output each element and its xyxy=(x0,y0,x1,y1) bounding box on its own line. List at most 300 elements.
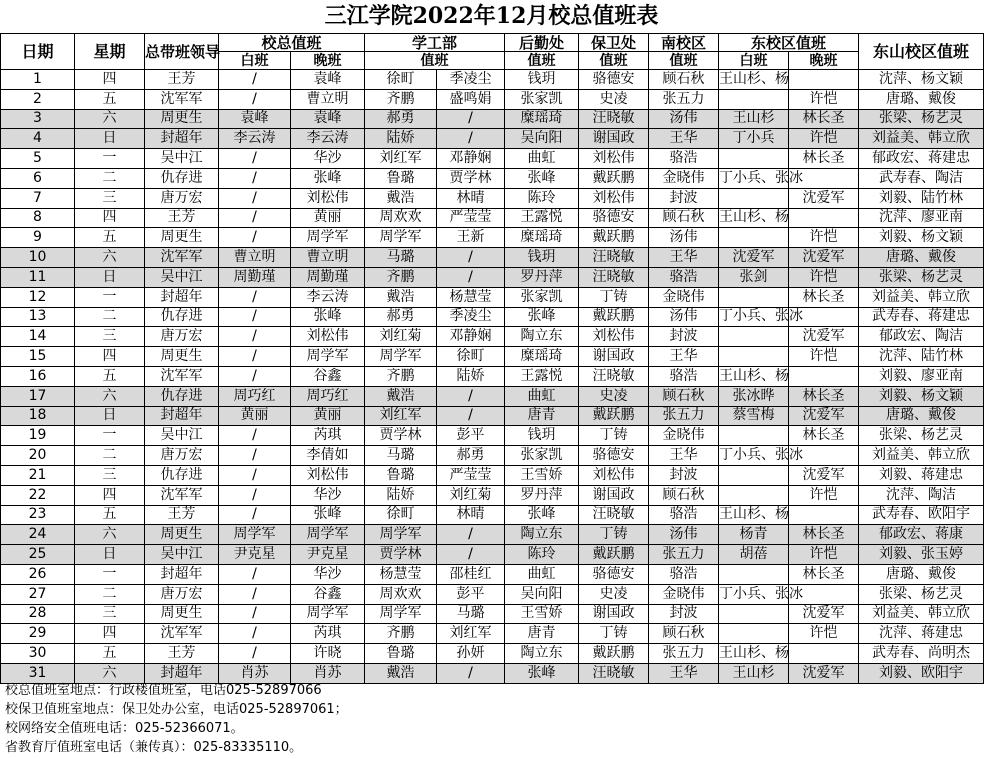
header-security: 保卫处 xyxy=(579,34,649,52)
header-dongshan-campus: 东山校区值班 xyxy=(859,34,984,70)
east-night-cell: 沈爱军 xyxy=(789,465,859,485)
security-cell: 戴跃鹏 xyxy=(579,644,649,664)
student-affairs-cell-2: 盛鸣娟 xyxy=(437,89,505,109)
dongshan-cell: 刘毅、陆竹林 xyxy=(859,188,984,208)
day-shift-cell: / xyxy=(219,208,291,228)
student-affairs-cell: 刘红菊 xyxy=(365,327,437,347)
east-day-cell: 胡蓓 xyxy=(719,545,789,565)
student-affairs-cell: 戴浩 xyxy=(365,287,437,307)
leader-cell: 周更生 xyxy=(145,228,219,248)
south-campus-cell: 王华 xyxy=(649,347,719,367)
east-night-cell xyxy=(789,505,859,525)
student-affairs-cell-2: / xyxy=(437,267,505,287)
east-day-cell: 王山杉、杨 xyxy=(719,505,789,525)
student-affairs-cell: 周欢欢 xyxy=(365,584,437,604)
south-campus-cell: 王华 xyxy=(649,663,719,683)
night-shift-cell: 袁峰 xyxy=(291,70,365,90)
student-affairs-cell: 鲁璐 xyxy=(365,644,437,664)
student-affairs-cell: 周学军 xyxy=(365,228,437,248)
dongshan-cell: 唐璐、戴俊 xyxy=(859,564,984,584)
table-row xyxy=(1,584,984,604)
day-shift-cell: / xyxy=(219,70,291,90)
date-cell: 12 xyxy=(1,287,75,307)
security-cell: 刘松伟 xyxy=(579,149,649,169)
table-row xyxy=(1,525,984,545)
header-logistics: 后勤处 xyxy=(505,34,579,52)
dongshan-cell: 唐璐、戴俊 xyxy=(859,406,984,426)
student-affairs-cell-2: 马璐 xyxy=(437,604,505,624)
logistics-cell: 罗丹萍 xyxy=(505,485,579,505)
security-cell: 史凌 xyxy=(579,89,649,109)
east-day-cell xyxy=(719,485,789,505)
security-cell: 汪晓敏 xyxy=(579,366,649,386)
day-shift-cell: / xyxy=(219,188,291,208)
security-cell: 丁铸 xyxy=(579,287,649,307)
night-shift-cell: 芮琪 xyxy=(291,426,365,446)
east-day-cell: 丁小兵 xyxy=(719,129,789,149)
security-cell: 谢国政 xyxy=(579,347,649,367)
logistics-cell: 曲虹 xyxy=(505,149,579,169)
weekday-cell: 一 xyxy=(75,426,145,446)
south-campus-cell: 王华 xyxy=(649,248,719,268)
table-row xyxy=(1,347,984,367)
day-shift-cell: 周勤瑾 xyxy=(219,267,291,287)
date-cell: 5 xyxy=(1,149,75,169)
date-cell: 18 xyxy=(1,406,75,426)
security-cell: 戴跃鹏 xyxy=(579,307,649,327)
east-night-cell: 沈爱军 xyxy=(789,327,859,347)
dongshan-cell: 刘毅、廖亚南 xyxy=(859,366,984,386)
logistics-cell: 糜瑶琦 xyxy=(505,347,579,367)
leader-cell: 吴中江 xyxy=(145,426,219,446)
night-shift-cell: 华沙 xyxy=(291,485,365,505)
student-affairs-cell-2: 陆娇 xyxy=(437,366,505,386)
day-shift-cell: / xyxy=(219,426,291,446)
weekday-cell: 一 xyxy=(75,287,145,307)
leader-cell: 王芳 xyxy=(145,70,219,90)
south-campus-cell: 汤伟 xyxy=(649,307,719,327)
day-shift-cell: / xyxy=(219,287,291,307)
south-campus-cell: 封波 xyxy=(649,327,719,347)
weekday-cell: 六 xyxy=(75,663,145,683)
security-cell: 骆德安 xyxy=(579,208,649,228)
south-campus-cell: 顾石秋 xyxy=(649,485,719,505)
leader-cell: 沈军军 xyxy=(145,89,219,109)
weekday-cell: 二 xyxy=(75,584,145,604)
dongshan-cell: 张梁、杨艺灵 xyxy=(859,267,984,287)
east-day-cell: 蔡雪梅 xyxy=(719,406,789,426)
security-cell: 汪晓敏 xyxy=(579,267,649,287)
south-campus-cell: 顾石秋 xyxy=(649,386,719,406)
east-night-cell: 许恺 xyxy=(789,485,859,505)
south-campus-cell: 骆浩 xyxy=(649,505,719,525)
dongshan-cell: 张梁、杨艺灵 xyxy=(859,109,984,129)
east-night-cell: 沈爱军 xyxy=(789,663,859,683)
date-cell: 26 xyxy=(1,564,75,584)
south-campus-cell: 张五力 xyxy=(649,644,719,664)
table-row xyxy=(1,267,984,287)
security-cell: 史凌 xyxy=(579,584,649,604)
leader-cell: 唐万宏 xyxy=(145,327,219,347)
date-cell: 14 xyxy=(1,327,75,347)
date-cell: 10 xyxy=(1,248,75,268)
leader-cell: 周更生 xyxy=(145,604,219,624)
day-shift-cell: / xyxy=(219,228,291,248)
day-shift-cell: / xyxy=(219,584,291,604)
student-affairs-cell-2: 孙妍 xyxy=(437,644,505,664)
south-campus-cell: 封波 xyxy=(649,465,719,485)
south-campus-cell: 汤伟 xyxy=(649,525,719,545)
student-affairs-cell: 徐町 xyxy=(365,505,437,525)
east-night-cell: 许恺 xyxy=(789,267,859,287)
south-campus-cell: 张五力 xyxy=(649,89,719,109)
east-day-cell: 丁小兵、张冰 xyxy=(719,584,789,604)
night-shift-cell: 谷鑫 xyxy=(291,584,365,604)
east-night-cell: 沈爱军 xyxy=(789,604,859,624)
logistics-cell: 吴向阳 xyxy=(505,129,579,149)
student-affairs-cell-2: / xyxy=(437,525,505,545)
student-affairs-cell-2: 刘红军 xyxy=(437,624,505,644)
header-east-day: 白班 xyxy=(719,52,789,70)
student-affairs-cell-2: / xyxy=(437,406,505,426)
date-cell: 21 xyxy=(1,465,75,485)
weekday-cell: 四 xyxy=(75,347,145,367)
dongshan-cell: 唐璐、戴俊 xyxy=(859,248,984,268)
student-affairs-cell: 鲁璐 xyxy=(365,168,437,188)
dongshan-cell: 张梁、杨艺灵 xyxy=(859,584,984,604)
logistics-cell: 陶立东 xyxy=(505,525,579,545)
night-shift-cell: 肖苏 xyxy=(291,663,365,683)
east-day-cell xyxy=(719,347,789,367)
student-affairs-cell-2: 杨慧莹 xyxy=(437,287,505,307)
logistics-cell: 张峰 xyxy=(505,307,579,327)
table-row xyxy=(1,624,984,644)
day-shift-cell: 周巧红 xyxy=(219,386,291,406)
student-affairs-cell-2: 严莹莹 xyxy=(437,465,505,485)
weekday-cell: 二 xyxy=(75,307,145,327)
student-affairs-cell: 齐鹏 xyxy=(365,267,437,287)
logistics-cell: 陈玲 xyxy=(505,188,579,208)
security-cell: 刘松伟 xyxy=(579,465,649,485)
dongshan-cell: 刘益美、韩立欣 xyxy=(859,604,984,624)
security-cell: 谢国政 xyxy=(579,485,649,505)
day-shift-cell: 李云涛 xyxy=(219,129,291,149)
east-day-cell: 丁小兵、张冰 xyxy=(719,168,789,188)
logistics-cell: 张家凯 xyxy=(505,89,579,109)
student-affairs-cell-2: / xyxy=(437,109,505,129)
leader-cell: 唐万宏 xyxy=(145,584,219,604)
night-shift-cell: 张峰 xyxy=(291,307,365,327)
leader-cell: 封超年 xyxy=(145,564,219,584)
east-day-cell: 王山杉、杨 xyxy=(719,366,789,386)
east-night-cell: 沈爱军 xyxy=(789,248,859,268)
south-campus-cell: 骆浩 xyxy=(649,366,719,386)
dongshan-cell: 刘益美、韩立欣 xyxy=(859,129,984,149)
leader-cell: 唐万宏 xyxy=(145,446,219,466)
weekday-cell: 六 xyxy=(75,386,145,406)
leader-cell: 周更生 xyxy=(145,525,219,545)
dongshan-cell: 沈萍、蒋建忠 xyxy=(859,624,984,644)
logistics-cell: 王雪娇 xyxy=(505,604,579,624)
student-affairs-cell-2: 徐町 xyxy=(437,347,505,367)
dongshan-cell: 郁政宏、蒋康 xyxy=(859,525,984,545)
date-cell: 13 xyxy=(1,307,75,327)
south-campus-cell: 封波 xyxy=(649,188,719,208)
table-row xyxy=(1,465,984,485)
logistics-cell: 唐青 xyxy=(505,624,579,644)
student-affairs-cell-2: 刘红菊 xyxy=(437,485,505,505)
night-shift-cell: 刘松伟 xyxy=(291,188,365,208)
logistics-cell: 吴向阳 xyxy=(505,584,579,604)
logistics-cell: 陶立东 xyxy=(505,327,579,347)
day-shift-cell: / xyxy=(219,644,291,664)
east-day-cell xyxy=(719,465,789,485)
security-cell: 骆德安 xyxy=(579,564,649,584)
roster-body xyxy=(1,70,984,684)
south-campus-cell: 金晓伟 xyxy=(649,584,719,604)
student-affairs-cell-2: 彭平 xyxy=(437,584,505,604)
dongshan-cell: 刘毅、欧阳宇 xyxy=(859,663,984,683)
day-shift-cell: 袁峰 xyxy=(219,109,291,129)
day-shift-cell: 曹立明 xyxy=(219,248,291,268)
night-shift-cell: 周学军 xyxy=(291,228,365,248)
table-row xyxy=(1,505,984,525)
weekday-cell: 三 xyxy=(75,327,145,347)
day-shift-cell: / xyxy=(219,347,291,367)
header-row-1 xyxy=(1,34,984,52)
dongshan-cell: 武寿春、欧阳宇 xyxy=(859,505,984,525)
table-row xyxy=(1,188,984,208)
leader-cell: 沈军军 xyxy=(145,366,219,386)
student-affairs-cell-2: 贾学林 xyxy=(437,168,505,188)
night-shift-cell: 周巧红 xyxy=(291,386,365,406)
leader-cell: 吴中江 xyxy=(145,267,219,287)
logistics-cell: 糜瑶琦 xyxy=(505,228,579,248)
student-affairs-cell-2: 邓静娴 xyxy=(437,327,505,347)
day-shift-cell: / xyxy=(219,485,291,505)
student-affairs-cell: 贾学林 xyxy=(365,545,437,565)
leader-cell: 封超年 xyxy=(145,663,219,683)
logistics-cell: 陶立东 xyxy=(505,644,579,664)
logistics-cell: 张家凯 xyxy=(505,446,579,466)
logistics-cell: 曲虹 xyxy=(505,386,579,406)
logistics-cell: 张峰 xyxy=(505,663,579,683)
date-cell: 28 xyxy=(1,604,75,624)
night-shift-cell: 刘松伟 xyxy=(291,327,365,347)
dongshan-cell: 武寿春、尚明杰 xyxy=(859,644,984,664)
weekday-cell: 五 xyxy=(75,505,145,525)
student-affairs-cell: 齐鹏 xyxy=(365,89,437,109)
student-affairs-cell-2: 严莹莹 xyxy=(437,208,505,228)
night-shift-cell: 李云涛 xyxy=(291,129,365,149)
weekday-cell: 三 xyxy=(75,188,145,208)
east-night-cell xyxy=(789,208,859,228)
date-cell: 6 xyxy=(1,168,75,188)
table-row xyxy=(1,228,984,248)
east-night-cell: 林长圣 xyxy=(789,525,859,545)
leader-cell: 仇存进 xyxy=(145,307,219,327)
student-affairs-cell: 郝勇 xyxy=(365,109,437,129)
date-cell: 17 xyxy=(1,386,75,406)
weekday-cell: 六 xyxy=(75,109,145,129)
east-day-cell xyxy=(719,327,789,347)
student-affairs-cell-2: 郝勇 xyxy=(437,446,505,466)
dongshan-cell: 沈萍、廖亚南 xyxy=(859,208,984,228)
leader-cell: 吴中江 xyxy=(145,545,219,565)
south-campus-cell: 骆浩 xyxy=(649,564,719,584)
date-cell: 9 xyxy=(1,228,75,248)
east-night-cell: 许恺 xyxy=(789,129,859,149)
night-shift-cell: 周学军 xyxy=(291,525,365,545)
table-row xyxy=(1,248,984,268)
security-cell: 戴跃鹏 xyxy=(579,168,649,188)
student-affairs-cell-2: 邓静娴 xyxy=(437,149,505,169)
weekday-cell: 三 xyxy=(75,465,145,485)
logistics-cell: 王露悦 xyxy=(505,208,579,228)
weekday-cell: 四 xyxy=(75,208,145,228)
table-row xyxy=(1,604,984,624)
night-shift-cell: 华沙 xyxy=(291,149,365,169)
security-cell: 谢国政 xyxy=(579,604,649,624)
night-shift-cell: 张峰 xyxy=(291,168,365,188)
east-night-cell: 许恺 xyxy=(789,228,859,248)
leader-cell: 仇存进 xyxy=(145,465,219,485)
day-shift-cell: / xyxy=(219,446,291,466)
security-cell: 谢国政 xyxy=(579,129,649,149)
day-shift-cell: / xyxy=(219,327,291,347)
weekday-cell: 六 xyxy=(75,525,145,545)
dongshan-cell: 刘益美、韩立欣 xyxy=(859,446,984,466)
student-affairs-cell: 戴浩 xyxy=(365,386,437,406)
header-south-campus: 南校区 xyxy=(649,34,719,52)
table-row xyxy=(1,366,984,386)
student-affairs-cell: 齐鹏 xyxy=(365,366,437,386)
security-cell: 戴跃鹏 xyxy=(579,228,649,248)
header-student-affairs-sub: 值班 xyxy=(365,52,505,70)
dongshan-cell: 唐璐、戴俊 xyxy=(859,89,984,109)
east-night-cell xyxy=(789,644,859,664)
east-night-cell: 许恺 xyxy=(789,545,859,565)
east-night-cell: 林长圣 xyxy=(789,386,859,406)
student-affairs-cell-2: 林晴 xyxy=(437,188,505,208)
leader-cell: 仇存进 xyxy=(145,386,219,406)
dongshan-cell: 郁政宏、陶洁 xyxy=(859,327,984,347)
header-leader: 总带班领导 xyxy=(145,34,219,70)
day-shift-cell: / xyxy=(219,149,291,169)
leader-cell: 王芳 xyxy=(145,505,219,525)
night-shift-cell: 周勤瑾 xyxy=(291,267,365,287)
date-cell: 25 xyxy=(1,545,75,565)
east-day-cell xyxy=(719,604,789,624)
footer-office-location: 校总值班室地点：行政楼值班室，电话025-52897066 xyxy=(5,683,322,698)
date-cell: 4 xyxy=(1,129,75,149)
south-campus-cell: 汤伟 xyxy=(649,109,719,129)
day-shift-cell: 尹克星 xyxy=(219,545,291,565)
day-shift-cell: / xyxy=(219,465,291,485)
date-cell: 23 xyxy=(1,505,75,525)
date-cell: 2 xyxy=(1,89,75,109)
east-night-cell: 许恺 xyxy=(789,624,859,644)
east-night-cell: 林长圣 xyxy=(789,287,859,307)
student-affairs-cell: 刘红军 xyxy=(365,406,437,426)
date-cell: 27 xyxy=(1,584,75,604)
logistics-cell: 张峰 xyxy=(505,168,579,188)
night-shift-cell: 刘松伟 xyxy=(291,465,365,485)
table-row xyxy=(1,287,984,307)
weekday-cell: 日 xyxy=(75,129,145,149)
security-cell: 丁铸 xyxy=(579,624,649,644)
student-affairs-cell-2: / xyxy=(437,129,505,149)
table-row xyxy=(1,168,984,188)
security-cell: 骆德安 xyxy=(579,446,649,466)
student-affairs-cell-2: / xyxy=(437,663,505,683)
student-affairs-cell: 周欢欢 xyxy=(365,208,437,228)
south-campus-cell: 顾石秋 xyxy=(649,624,719,644)
south-campus-cell: 顾石秋 xyxy=(649,208,719,228)
leader-cell: 王芳 xyxy=(145,208,219,228)
header-date: 日期 xyxy=(1,34,75,70)
logistics-cell: 钱玥 xyxy=(505,248,579,268)
east-night-cell: 沈爱军 xyxy=(789,188,859,208)
logistics-cell: 曲虹 xyxy=(505,564,579,584)
page-title: 三江学院2022年12月校总值班表 xyxy=(324,3,659,29)
security-cell: 丁铸 xyxy=(579,525,649,545)
duty-roster-table xyxy=(0,33,984,684)
student-affairs-cell: 贾学林 xyxy=(365,426,437,446)
header-security-sub: 值班 xyxy=(579,52,649,70)
east-day-cell: 王山杉、杨 xyxy=(719,70,789,90)
day-shift-cell: / xyxy=(219,564,291,584)
dongshan-cell: 沈萍、陶洁 xyxy=(859,485,984,505)
night-shift-cell: 袁峰 xyxy=(291,109,365,129)
table-row xyxy=(1,327,984,347)
header-student-affairs: 学工部 xyxy=(365,34,505,52)
table-row xyxy=(1,644,984,664)
east-day-cell: 张剑 xyxy=(719,267,789,287)
south-campus-cell: 骆浩 xyxy=(649,267,719,287)
security-cell: 汪晓敏 xyxy=(579,248,649,268)
date-cell: 30 xyxy=(1,644,75,664)
leader-cell: 封超年 xyxy=(145,287,219,307)
east-night-cell: 林长圣 xyxy=(789,564,859,584)
leader-cell: 沈军军 xyxy=(145,485,219,505)
header-south-campus-sub: 值班 xyxy=(649,52,719,70)
security-cell: 汪晓敏 xyxy=(579,505,649,525)
night-shift-cell: 尹克星 xyxy=(291,545,365,565)
footer-edu-dept-phone: 省教育厅值班室电话（兼传真）：025-83335110。 xyxy=(5,740,303,755)
weekday-cell: 三 xyxy=(75,604,145,624)
security-cell: 戴跃鹏 xyxy=(579,406,649,426)
dongshan-cell: 郁政宏、蒋建忠 xyxy=(859,149,984,169)
date-cell: 20 xyxy=(1,446,75,466)
student-affairs-cell-2: / xyxy=(437,386,505,406)
student-affairs-cell-2: 季凌尘 xyxy=(437,70,505,90)
night-shift-cell: 李云涛 xyxy=(291,287,365,307)
weekday-cell: 四 xyxy=(75,485,145,505)
day-shift-cell: / xyxy=(219,307,291,327)
east-day-cell: 王山杉、杨 xyxy=(719,208,789,228)
leader-cell: 封超年 xyxy=(145,129,219,149)
east-day-cell xyxy=(719,426,789,446)
table-row xyxy=(1,208,984,228)
day-shift-cell: 肖苏 xyxy=(219,663,291,683)
table-row xyxy=(1,307,984,327)
day-shift-cell: 周学军 xyxy=(219,525,291,545)
night-shift-cell: 张峰 xyxy=(291,505,365,525)
dongshan-cell: 沈萍、杨文颖 xyxy=(859,70,984,90)
leader-cell: 唐万宏 xyxy=(145,188,219,208)
student-affairs-cell-2: 邵桂红 xyxy=(437,564,505,584)
